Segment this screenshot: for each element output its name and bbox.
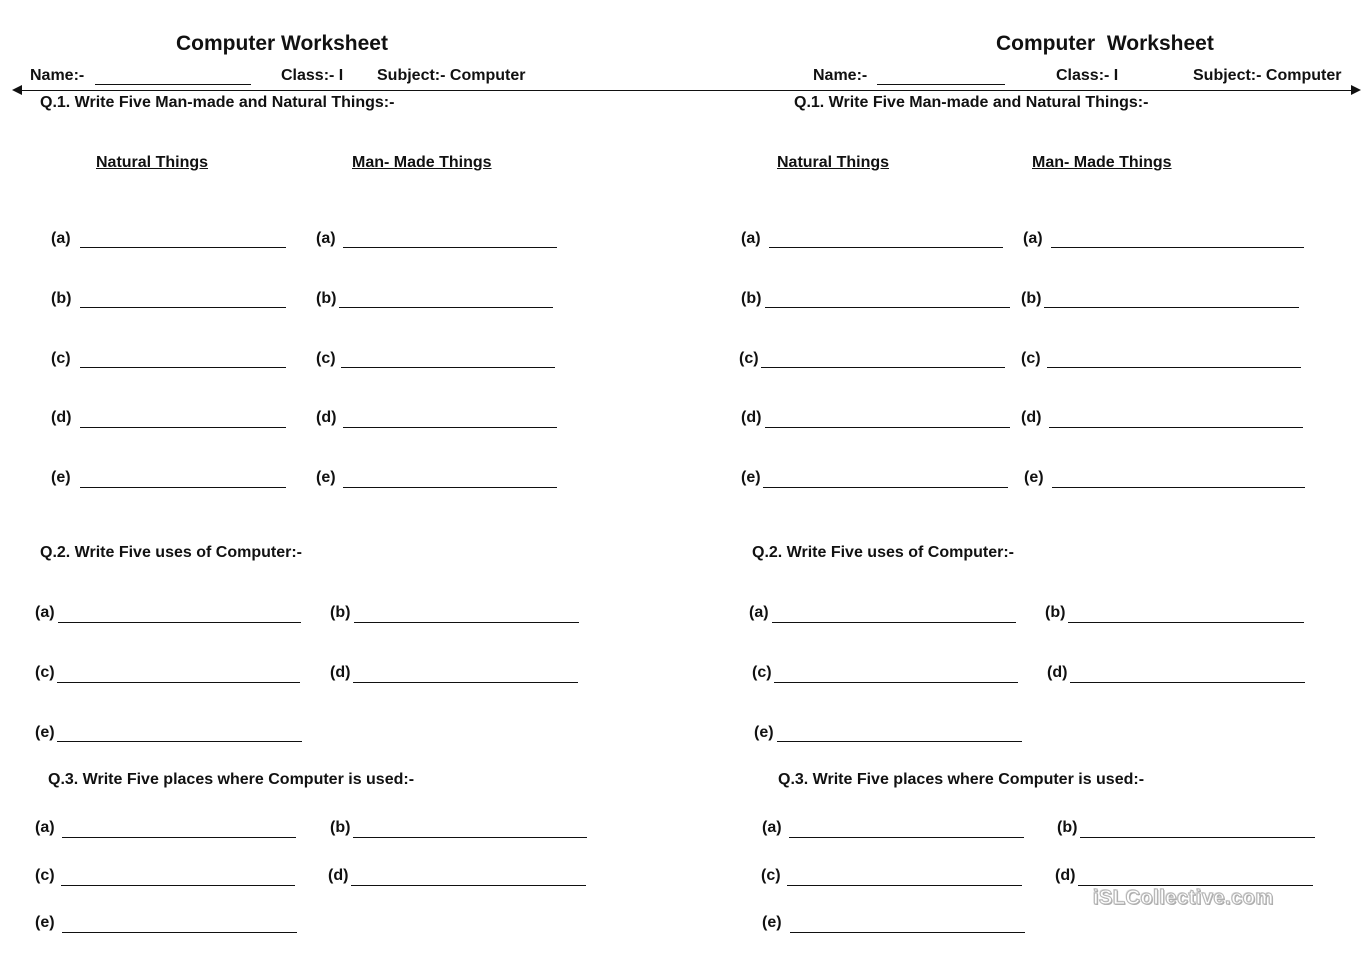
natural-things-heading: Natural Things <box>777 154 890 171</box>
subject-label: Subject:- Computer <box>1193 67 1342 84</box>
answer-label: (a) <box>35 819 55 836</box>
worksheet-title: Computer Worksheet <box>176 32 388 55</box>
answer-line[interactable] <box>343 427 557 428</box>
answer-label: (a) <box>741 230 761 247</box>
answer-label: (b) <box>316 290 337 307</box>
answer-line[interactable] <box>62 837 296 838</box>
answer-label: (b) <box>1021 290 1042 307</box>
answer-label: (c) <box>35 664 55 681</box>
answer-label: (b) <box>1057 819 1078 836</box>
answer-label: (e) <box>35 914 55 931</box>
answer-line[interactable] <box>1044 307 1299 308</box>
answer-label: (b) <box>330 819 351 836</box>
answer-label: (d) <box>741 409 762 426</box>
man-made-things-heading: Man- Made Things <box>1032 154 1172 171</box>
answer-line[interactable] <box>57 682 300 683</box>
answer-line[interactable] <box>351 885 586 886</box>
answer-line[interactable] <box>1070 682 1305 683</box>
answer-label: (a) <box>35 604 55 621</box>
question-1: Q.1. Write Five Man-made and Natural Things:- <box>794 94 1149 111</box>
answer-line[interactable] <box>765 307 1010 308</box>
name-label: Name:- <box>30 67 85 84</box>
answer-line[interactable] <box>761 367 1005 368</box>
natural-things-heading: Natural Things <box>96 154 209 171</box>
answer-label: (c) <box>35 867 55 884</box>
answer-label: (a) <box>762 819 782 836</box>
answer-label: (d) <box>316 409 337 426</box>
answer-line[interactable] <box>777 741 1022 742</box>
answer-label: (e) <box>35 724 55 741</box>
answer-label: (d) <box>1055 867 1076 884</box>
answer-line[interactable] <box>789 837 1024 838</box>
answer-line[interactable] <box>787 885 1022 886</box>
answer-line[interactable] <box>80 487 286 488</box>
question-3: Q.3. Write Five places where Computer is used:- <box>48 771 415 788</box>
answer-label: (a) <box>316 230 336 247</box>
answer-label: (c) <box>1021 350 1041 367</box>
answer-line[interactable] <box>1080 837 1315 838</box>
answer-line[interactable] <box>80 307 286 308</box>
header-divider <box>20 90 1353 91</box>
answer-line[interactable] <box>354 622 579 623</box>
worksheet-title: Computer Worksheet <box>996 32 1214 55</box>
answer-line[interactable] <box>339 307 553 308</box>
answer-label: (e) <box>754 724 774 741</box>
answer-label: (c) <box>752 664 772 681</box>
class-label: Class:- I <box>281 67 344 84</box>
question-2: Q.2. Write Five uses of Computer:- <box>752 544 1014 561</box>
answer-line[interactable] <box>58 622 301 623</box>
answer-line[interactable] <box>769 247 1003 248</box>
answer-line[interactable] <box>353 682 578 683</box>
question-3: Q.3. Write Five places where Computer is used:- <box>778 771 1145 788</box>
name-label: Name:- <box>813 67 868 84</box>
answer-line[interactable] <box>774 682 1018 683</box>
answer-line[interactable] <box>80 427 286 428</box>
answer-line[interactable] <box>80 247 286 248</box>
answer-line[interactable] <box>790 932 1025 933</box>
answer-label: (d) <box>328 867 349 884</box>
answer-line[interactable] <box>57 741 302 742</box>
answer-label: (d) <box>1047 664 1068 681</box>
answer-line[interactable] <box>353 837 587 838</box>
answer-line[interactable] <box>343 487 557 488</box>
answer-label: (e) <box>741 469 761 486</box>
answer-label: (d) <box>1021 409 1042 426</box>
answer-label: (c) <box>739 350 759 367</box>
answer-line[interactable] <box>62 932 297 933</box>
name-field[interactable] <box>95 84 251 85</box>
subject-label: Subject:- Computer <box>377 67 526 84</box>
answer-label: (b) <box>51 290 72 307</box>
answer-label: (b) <box>1045 604 1066 621</box>
answer-label: (a) <box>1023 230 1043 247</box>
name-field[interactable] <box>877 84 1005 85</box>
answer-label: (c) <box>51 350 71 367</box>
answer-line[interactable] <box>1049 427 1303 428</box>
answer-line[interactable] <box>772 622 1016 623</box>
answer-line[interactable] <box>80 367 286 368</box>
answer-label: (e) <box>51 469 71 486</box>
answer-line[interactable] <box>343 247 557 248</box>
answer-line[interactable] <box>1051 247 1304 248</box>
answer-label: (a) <box>51 230 71 247</box>
answer-label: (e) <box>316 469 336 486</box>
answer-line[interactable] <box>1078 885 1313 886</box>
answer-label: (e) <box>762 914 782 931</box>
watermark: iSLCollective.com <box>1093 887 1274 909</box>
class-label: Class:- I <box>1056 67 1119 84</box>
answer-label: (c) <box>761 867 781 884</box>
answer-line[interactable] <box>763 487 1008 488</box>
answer-line[interactable] <box>1068 622 1304 623</box>
answer-label: (a) <box>749 604 769 621</box>
divider-arrow-right <box>1351 85 1361 95</box>
answer-line[interactable] <box>1052 487 1305 488</box>
answer-line[interactable] <box>341 367 555 368</box>
answer-line[interactable] <box>765 427 1010 428</box>
answer-line[interactable] <box>61 885 295 886</box>
answer-label: (d) <box>51 409 72 426</box>
answer-label: (b) <box>741 290 762 307</box>
question-2: Q.2. Write Five uses of Computer:- <box>40 544 302 561</box>
answer-label: (c) <box>316 350 336 367</box>
answer-label: (e) <box>1024 469 1044 486</box>
answer-line[interactable] <box>1047 367 1301 368</box>
question-1: Q.1. Write Five Man-made and Natural Things:- <box>40 94 395 111</box>
answer-label: (d) <box>330 664 351 681</box>
man-made-things-heading: Man- Made Things <box>352 154 492 171</box>
answer-label: (b) <box>330 604 351 621</box>
